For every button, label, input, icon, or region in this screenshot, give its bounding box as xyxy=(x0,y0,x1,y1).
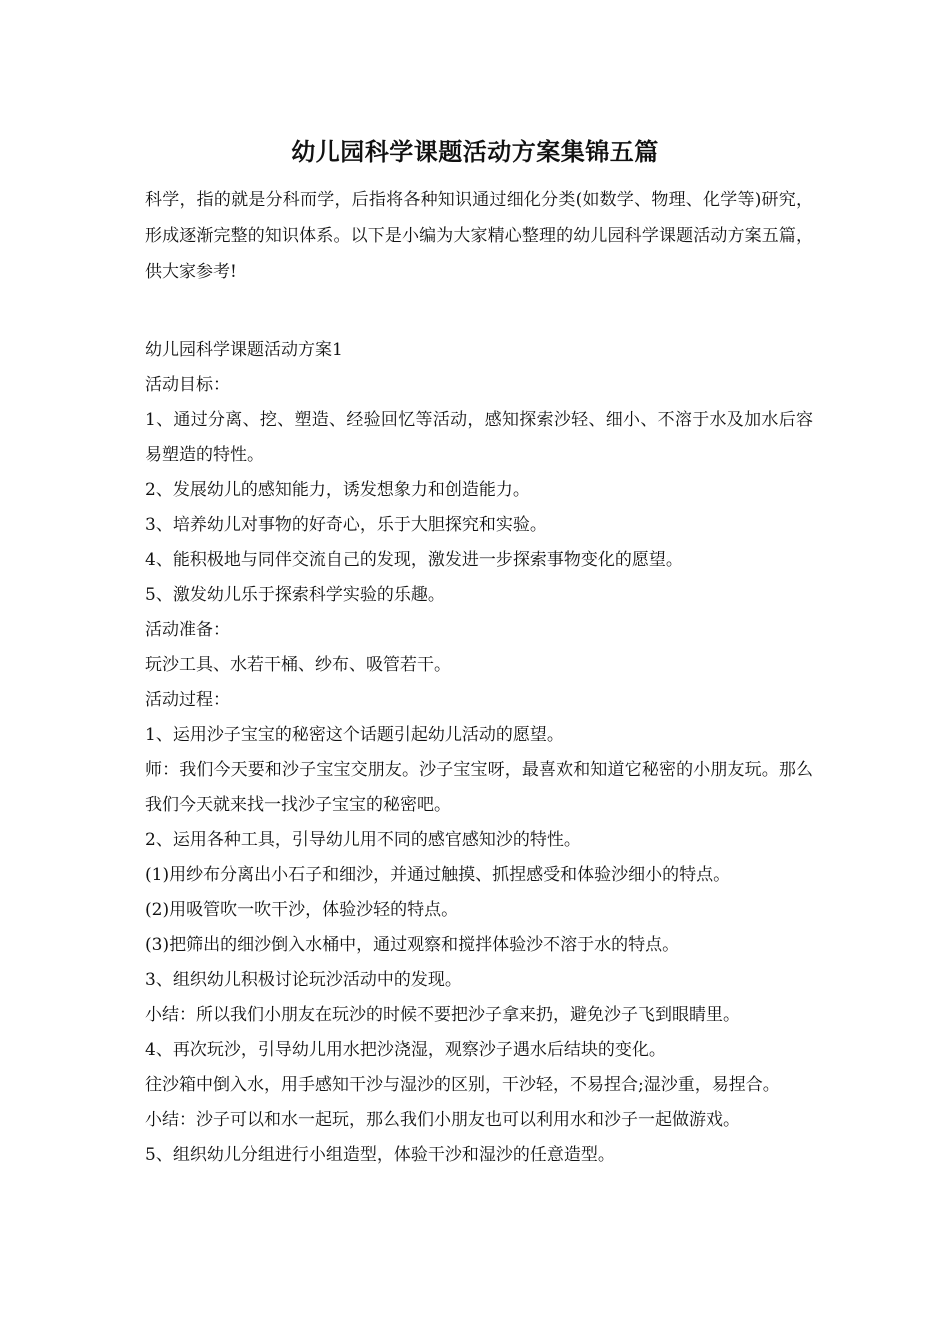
paragraph: 4、再次玩沙，引导幼儿用水把沙浇湿，观察沙子遇水后结块的变化。 xyxy=(145,1040,666,1060)
paragraph: (1)用纱布分离出小石子和细沙，并通过触摸、抓捏感受和体验沙细小的特点。 xyxy=(145,865,731,885)
section-gap xyxy=(145,290,813,333)
paragraph: (2)用吸管吹一吹干沙，体验沙轻的特点。 xyxy=(145,900,459,920)
subheading-preparation: 活动准备： xyxy=(145,620,230,640)
paragraph: 小结：所以我们小朋友在玩沙的时候不要把沙子拿来扔，避免沙子飞到眼睛里。 xyxy=(145,1005,740,1025)
subheading-goals: 活动目标： xyxy=(145,375,230,395)
paragraph: 1、通过分离、挖、塑造、经验回忆等活动，感知探索沙轻、细小、不溶于水及加水后容易塑造的特性。 xyxy=(145,410,813,465)
document-title: 幼儿园科学课题活动方案集锦五篇 xyxy=(291,137,659,166)
paragraph: 5、激发幼儿乐于探索科学实验的乐趣。 xyxy=(145,585,445,605)
subheading-process: 活动过程： xyxy=(145,690,230,710)
paragraph: 2、运用各种工具，引导幼儿用不同的感官感知沙的特性。 xyxy=(145,830,581,850)
paragraph: 2、发展幼儿的感知能力，诱发想象力和创造能力。 xyxy=(145,480,530,500)
paragraph: 师：我们今天要和沙子宝宝交朋友。沙子宝宝呀，最喜欢和知道它秘密的小朋友玩。那么我们今天就来找一找沙子宝宝的秘密吧。 xyxy=(145,760,813,815)
paragraph: 5、组织幼儿分组进行小组造型，体验干沙和湿沙的任意造型。 xyxy=(145,1145,615,1165)
intro-paragraph: 科学，指的就是分科而学，后指将各种知识通过细化分类(如数学、物理、化学等)研究，形成逐渐完整的知识体系。以下是小编为大家精心整理的幼儿园科学课题活动方案五篇，供大家参考! xyxy=(145,190,813,282)
paragraph: 小结：沙子可以和水一起玩，那么我们小朋友也可以利用水和沙子一起做游戏。 xyxy=(145,1110,740,1130)
paragraph: 3、培养幼儿对事物的好奇心，乐于大胆探究和实验。 xyxy=(145,515,547,535)
document-body xyxy=(145,182,813,1173)
paragraph: 4、能积极地与同伴交流自己的发现，激发进一步探索事物变化的愿望。 xyxy=(145,550,683,570)
paragraph: 1、运用沙子宝宝的秘密这个话题引起幼儿活动的愿望。 xyxy=(145,725,564,745)
paragraph: (3)把筛出的细沙倒入水桶中，通过观察和搅拌体验沙不溶于水的特点。 xyxy=(145,935,680,955)
section-heading: 幼儿园科学课题活动方案1 xyxy=(145,340,343,360)
paragraph: 玩沙工具、水若干桶、纱布、吸管若干。 xyxy=(145,655,451,675)
paragraph: 往沙箱中倒入水，用手感知干沙与湿沙的区别，干沙轻，不易捏合;湿沙重，易捏合。 xyxy=(145,1075,780,1095)
paragraph: 3、组织幼儿积极讨论玩沙活动中的发现。 xyxy=(145,970,462,990)
